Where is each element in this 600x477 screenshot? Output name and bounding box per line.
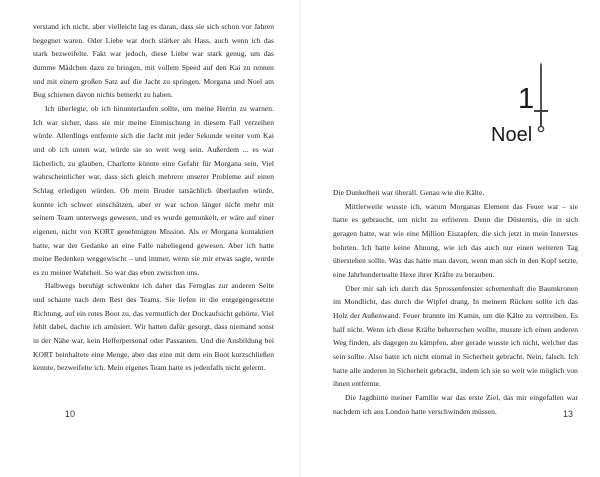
sword-icon — [532, 62, 550, 134]
left-page-body — [33, 20, 274, 375]
chapter-title: Noel — [491, 124, 533, 146]
paragraph: Die Dunkelheit war überall. Genau wie die Kälte. — [333, 188, 485, 197]
right-page — [300, 0, 600, 477]
paragraph: Ich überlegte, ob ich hinunterlaufen sollte, um meine Herrin zu warnen. Ich war sicher, dass sie mir meine Einmischung in diesem Fall verzeihen würde. Allerdings entfernte sich die Jacht mit jeder Sekunde weiter vom Kai und ob ich unten war, würde sie so weit weg sein. Außerdem ... es war lächerlich, zu glauben, Charlotte könnte eine Gefahr für Morgana sein. Viel wahrscheinlicher war, dass sich gleich mehrere unserer Probleme auf einen Schlag erledigen würden. Ob mein Bruder tatsächlich überlaufen würde, konnte ich schwer einschätzen, aber er war schon länger nicht mehr mit seinem Team unterwegs gewesen, und es wurde gemunkelt, er wäre auf einer eigenen, nicht von KORT genehmigten Mission. Als er Morgana kontaktiert hatte, war der Gedanke an eine Falle naheliegend gewesen. Aber ich hatte meine Bedenken weggewischt – und immer, wenn sie mir etwas sagte, wurde es zu meiner Wahrheit. So war das eben zwischen uns. — [33, 103, 274, 277]
right-page-body — [333, 186, 578, 418]
page-number-right: 13 — [563, 409, 574, 419]
paragraph: Die Jagdhütte meiner Familie war das erste Ziel, das mir eingefallen war nachdem ich aus London hatte verschwinden müssen. — [333, 392, 578, 416]
paragraph: Mittlerweile wusste ich, warum Morganas Element das Feuer war – sie hatte es gebraucht, um nicht zu erfrieren. Denn die Düsternis, die in sich geragen hatte, war wie eine Million Eiszapfen, die sich jetzt in mein Innerstes bohrten. Ich hatte keine Ahnung, wie ich das auch nur einen weiteren Tag überstehen sollte. Was das hatte man davon, wenn man sich in den Kopf setzte, eine Jahrhundertealte Hexe ihrer Kräfte zu berauben. — [333, 201, 578, 279]
paragraph: Über mir sah ich durch das Sprossenfenster schemenhaft die Baumkronen im Mondlicht, das durch die Wipfel drang. In meinem Rücken sollte ich das Holz der Außenwand. Feuer brannte im Kamin, um die Kälte zu vertreiben. Es half nicht. Wenn ich diese Kräfte beherrschen wollte, musste ich einen anderen Weg finden, als dagegen zu kämpfen, aber gerade wusste ich nicht, welcher das sein sollte. Also hatte ich nicht einmal in Sicherheit gebracht. Nein, falsch. Ich hatte alle anderen in Sicherheit gebracht, indem ich sie so weit wie möglich von ihnen entfernte. — [333, 283, 578, 389]
paragraph: Halbwegs beruhigt schwenkte ich daher das Fernglas zur anderen Seite und schaute nach dem Rest des Teams. Sie liefen in die entgegengesetzte Richtung, auf ein rotes Boot zu, das vermutlich der Dockaufsicht gehörte. Viel fehlt dabei, dachte ich amüsiert. Wir hatten dafür gesorgt, dass niemand sonst in der Nähe war, kein Helferpersonal oder Passanten. Und die Ausbildung bei KORT beinhaltete eine Menge, aber das eine mit dem ein Boot kurzschließen kennte, bezweifelte ich. Mein eigenes Team hatte es jedenfalls nicht gelernt. — [33, 281, 274, 373]
paragraph: verstand ich nicht, aber vielleicht lag es daran, dass sie sich schon vor Jahren begegnet waren. Oder Liebe war doch stärker als Hass, auch wenn ich das stark bezweifelte. Fakt war jedoch, diese Liebe war stark genug, um das dumme Mädchen dazu zu bringen, mit vollem Speed auf den Kai zu rennen und mit einem großen Satz auf die Jacht zu springen. Morgana und Noel am Bug schienen davon nichts bemerkt zu haben. — [33, 22, 274, 100]
page-number-left: 10 — [65, 409, 76, 419]
chapter-number: 1 — [518, 83, 535, 115]
